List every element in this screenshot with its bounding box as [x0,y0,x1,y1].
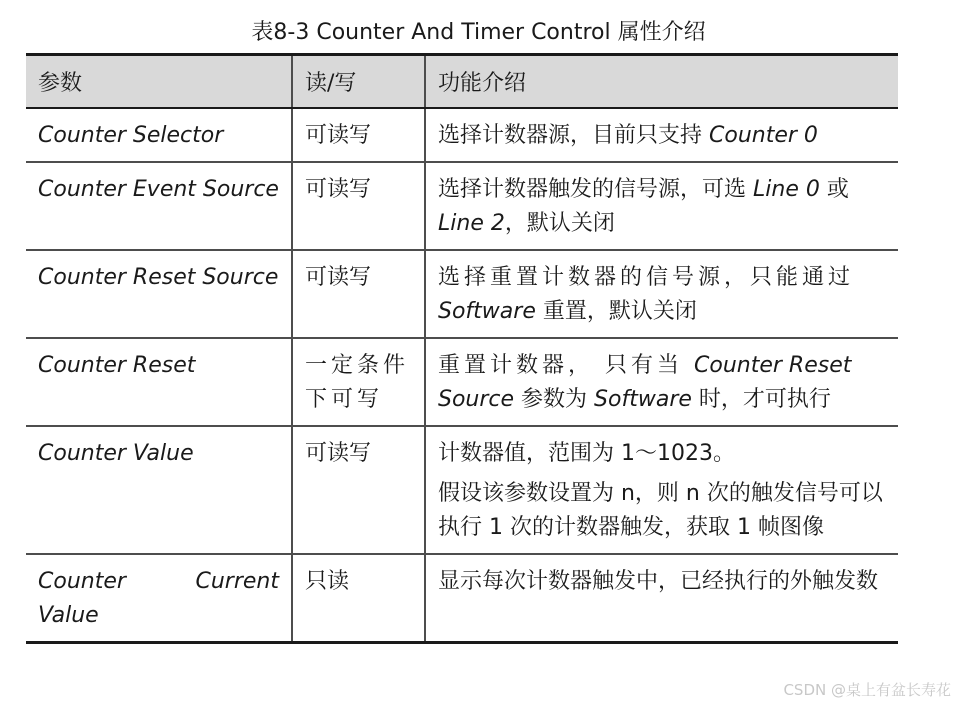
param-access: 可读写 [292,162,425,250]
param-access: 一定条件下可写 [292,338,425,426]
param-name: Counter Selector [26,108,292,162]
property-table [26,53,898,644]
watermark: CSDN @桌上有盆长寿花 [783,681,951,699]
param-description: 显示每次计数器触发中，已经执行的外触发数 [425,554,898,643]
param-name: Counter Reset [26,338,292,426]
table-row [26,162,898,250]
param-access: 可读写 [292,250,425,338]
header-description: 功能介绍 [425,55,898,108]
param-name: Counter Reset Source [26,250,292,338]
param-description: 计数器值，范围为 1～1023。 假设该参数设置为 n，则 n 次的触发信号可以执行 1 次的计数器触发，获取 1 帧图像 [425,426,898,554]
table-row [26,108,898,162]
table-row [26,554,898,643]
table-row [26,338,898,426]
param-description: 选择计数器触发的信号源，可选 Line 0 或 Line 2，默认关闭 [425,162,898,250]
param-name: Counter Value [26,426,292,554]
param-description: 重置计数器， 只有当 Counter Reset Source 参数为 Software 时，才可执行 [425,338,898,426]
param-name: Counter Current Value [26,554,292,643]
param-access: 可读写 [292,108,425,162]
param-access: 只读 [292,554,425,643]
header-parameter: 参数 [26,55,292,108]
table-header-row [26,55,898,108]
param-access: 可读写 [292,426,425,554]
param-name: Counter Event Source [26,162,292,250]
param-description: 选择计数器源，目前只支持 Counter 0 [425,108,898,162]
table-row [26,250,898,338]
param-description: 选择重置计数器的信号源，只能通过 Software 重置，默认关闭 [425,250,898,338]
header-access: 读/写 [292,55,425,108]
table-row [26,426,898,554]
table-caption: 表8-3 Counter And Timer Control 属性介绍 [251,20,706,45]
